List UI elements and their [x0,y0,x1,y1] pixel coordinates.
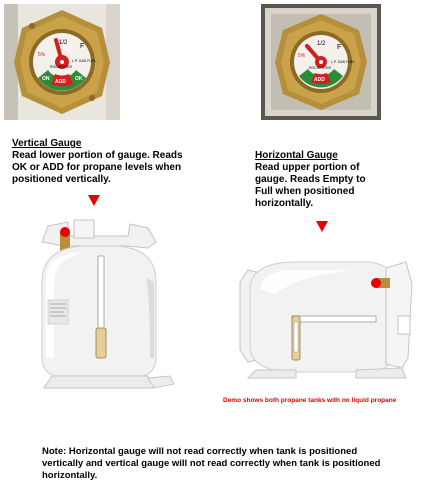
left-dial-brand: ROCHESTER [50,65,72,69]
vertical-arrow-down-icon [88,195,100,206]
horizontal-gauge-icon [261,4,381,120]
right-dial-side: L.P. GAS FUEL [331,60,356,64]
vertical-gauge-photo [4,4,120,120]
right-dial-mid-left: 5% [298,53,306,59]
horizontal-gauge-description: Read upper portion of gauge. Reads Empty to Full when positioned horizontally. [255,162,366,209]
right-dial-brand: ROCHESTER [309,66,331,70]
vertical-gauge-description: Read lower portion of gauge. Reads OK or ADD for propane levels when positioned vertically. [12,150,183,185]
left-seg-left: ON [42,76,50,82]
left-seg-right: OK [75,76,83,82]
vertical-propane-tank-icon [24,218,176,390]
left-dial-mid-left: 5% [38,52,46,58]
vertical-gauge-title: Vertical Gauge [12,138,82,149]
positioning-note: Note: Horizontal gauge will not read correctly when tank is positioned vertically and vertical gauge will not read correctly when tank is positioned horizontally. [42,446,381,481]
horizontal-arrow-down-icon [316,221,328,232]
vertical-propane-tank [24,218,176,390]
horizontal-propane-tank-icon [236,250,414,380]
left-seg-mid: ADD [55,79,66,85]
vertical-gauge-icon [4,4,120,120]
right-seg-mid: ADD [314,77,325,83]
horizontal-gauge-photo [261,4,381,120]
right-dial-top: 1/2 [317,41,326,47]
left-dial-side: L.P. GAS FUEL [72,59,97,63]
horizontal-gauge-caption [255,150,405,210]
left-dial-right: F [80,43,85,50]
horizontal-propane-tank [236,250,414,380]
demo-caption: Demo shows both propane tanks with no liquid propane [223,397,397,404]
left-dial-top: 1/2 [59,40,68,46]
vertical-gauge-caption [12,138,212,186]
right-dial-right: F [337,44,342,51]
horizontal-gauge-title: Horizontal Gauge [255,150,338,161]
